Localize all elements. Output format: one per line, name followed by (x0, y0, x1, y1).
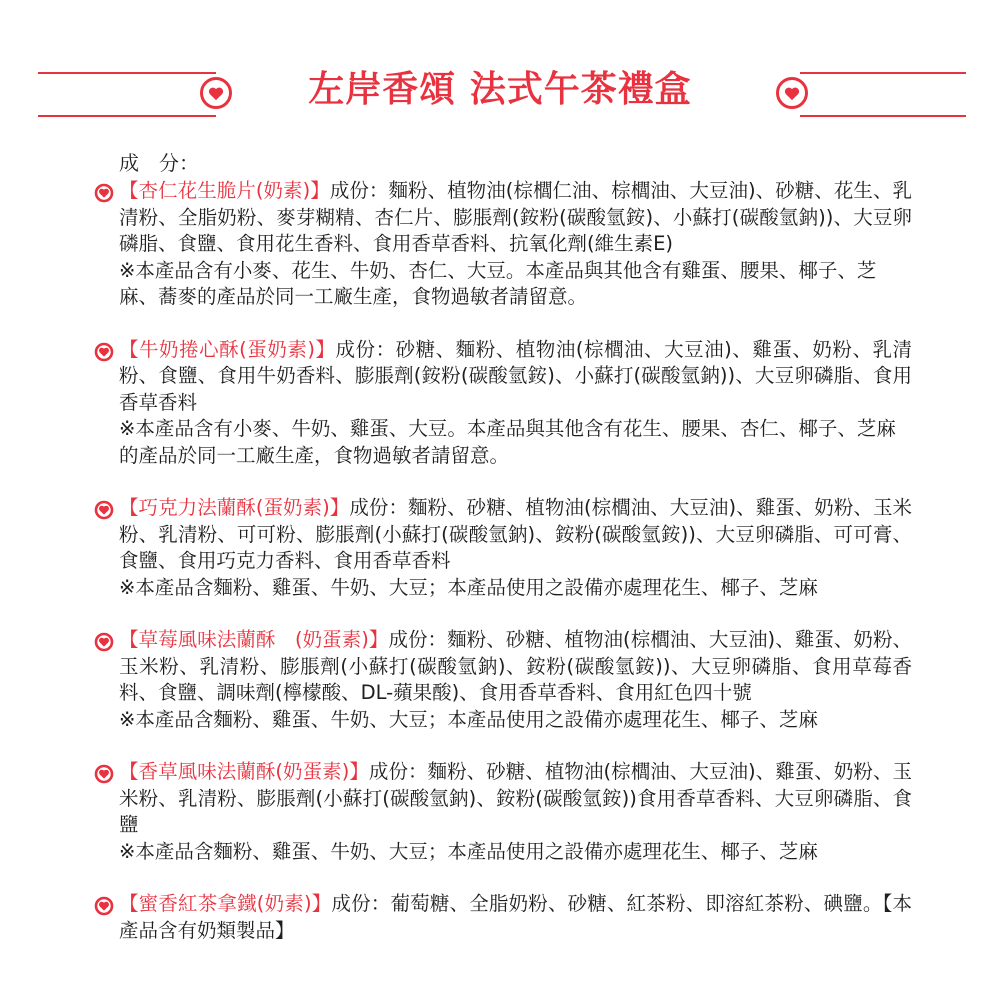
allergen-note: ※本產品含麵粉、雞蛋、牛奶、大豆；本產品使用之設備亦處理花生、椰子、芝麻 (119, 575, 818, 599)
allergen-note: ※本產品含有小麥、花生、牛奶、杏仁、大豆。本產品與其他含有雞蛋、腰果、椰子、芝麻、蕎麥的產品於同一工廠生產，食物過敏者請留意。 (119, 258, 877, 308)
ingredient-paragraph (119, 627, 912, 707)
heart-icon (776, 77, 808, 109)
ingredients-list (92, 178, 912, 944)
divider-line (38, 115, 216, 117)
heart-bullet-icon (94, 342, 114, 366)
product-name: 【香草風味法蘭酥(奶蛋素)】 (119, 760, 369, 783)
heart-bullet-icon (94, 632, 114, 656)
divider-line (800, 115, 966, 117)
product-name: 【巧克力法蘭酥(蛋奶素)】 (119, 496, 350, 519)
ingredient-paragraph (119, 178, 912, 258)
heart-bullet-icon (94, 183, 114, 207)
ingredient-text: 成份：砂糖、麵粉、植物油(棕櫚油、大豆油)、雞蛋、奶粉、乳清粉、食鹽、食用牛奶香料、膨脹劑(銨粉(碳酸氫銨)、小蘇打(碳酸氫鈉))、大豆卵磷脂、食用香草香料 (119, 337, 912, 414)
ingredients-section (92, 150, 912, 970)
ingredient-paragraph (119, 891, 912, 944)
ingredient-text: 成份：麵粉、植物油(棕櫚仁油、棕櫚油、大豆油)、砂糖、花生、乳清粉、全脂奶粉、麥芽糊精、杏仁片、膨脹劑(銨粉(碳酸氫銨)、小蘇打(碳酸氫鈉))、大豆卵磷脂、食鹽、食用花生香料、食用香草香料、抗氧化劑(維生素E) (119, 179, 913, 255)
divider-line (800, 72, 966, 74)
allergen-note: ※本產品含麵粉、雞蛋、牛奶、大豆；本產品使用之設備亦處理花生、椰子、芝麻 (119, 707, 818, 731)
divider-line (38, 72, 216, 74)
ingredient-text: 成份：葡萄糖、全脂奶粉、砂糖、紅茶粉、即溶紅茶粉、碘鹽。【本產品含有奶類製品】 (119, 892, 912, 942)
allergen-note: ※本產品含有小麥、牛奶、雞蛋、大豆。本產品與其他含有花生、腰果、杏仁、椰子、芝麻的產品於同一工廠生產，食物過敏者請留意。 (119, 417, 896, 467)
ingredient-paragraph (119, 495, 912, 575)
product-name: 【牛奶捲心酥(蛋奶素)】 (119, 337, 336, 361)
allergen-note: ※本產品含麵粉、雞蛋、牛奶、大豆；本產品使用之設備亦處理花生、椰子、芝麻 (119, 839, 818, 863)
ingredient-paragraph (119, 337, 912, 417)
product-name: 【杏仁花生脆片(奶素)】 (119, 179, 330, 202)
heart-bullet-icon (94, 500, 114, 524)
section-heading: 成 分： (119, 151, 199, 175)
ingredient-item (92, 627, 912, 733)
ingredient-item (92, 759, 912, 865)
heart-bullet-icon (94, 896, 114, 920)
heart-bullet-icon (94, 764, 114, 788)
ingredient-text: 成份：麵粉、砂糖、植物油(棕櫚油、大豆油)、雞蛋、奶粉、玉米粉、乳清粉、膨脹劑(小蘇打(碳酸氫鈉)、銨粉(碳酸氫銨))、大豆卵磷脂、食用草莓香料、食鹽、調味劑(檸檬酸、DL-蘋果酸)、食用香草香料、食用紅色四十號 (119, 628, 912, 704)
ingredient-item (92, 891, 912, 944)
header (0, 0, 1000, 140)
ingredient-item (92, 337, 912, 470)
page-title: 左岸香頌 法式午茶禮盒 (308, 69, 692, 110)
product-name: 【蜜香紅茶拿鐵(奶素)】 (119, 892, 332, 915)
ingredient-text: 成份：麵粉、砂糖、植物油(棕櫚油、大豆油)、雞蛋、奶粉、玉米粉、乳清粉、膨脹劑(小蘇打(碳酸氫鈉)、銨粉(碳酸氫銨))食用香草香料、大豆卵磷脂、食鹽 (119, 760, 912, 836)
ingredient-text: 成份：麵粉、砂糖、植物油(棕櫚油、大豆油)、雞蛋、奶粉、玉米粉、乳清粉、可可粉、膨脹劑(小蘇打(碳酸氫鈉)、銨粉(碳酸氫銨))、大豆卵磷脂、可可膏、食鹽、食用巧克力香料、食用香草香料 (119, 496, 912, 572)
ingredient-item (92, 495, 912, 601)
heart-icon (200, 77, 232, 109)
ingredient-item (92, 178, 912, 311)
product-name: 【草莓風味法蘭酥 (奶蛋素)】 (119, 628, 389, 651)
ingredient-paragraph (119, 759, 912, 839)
